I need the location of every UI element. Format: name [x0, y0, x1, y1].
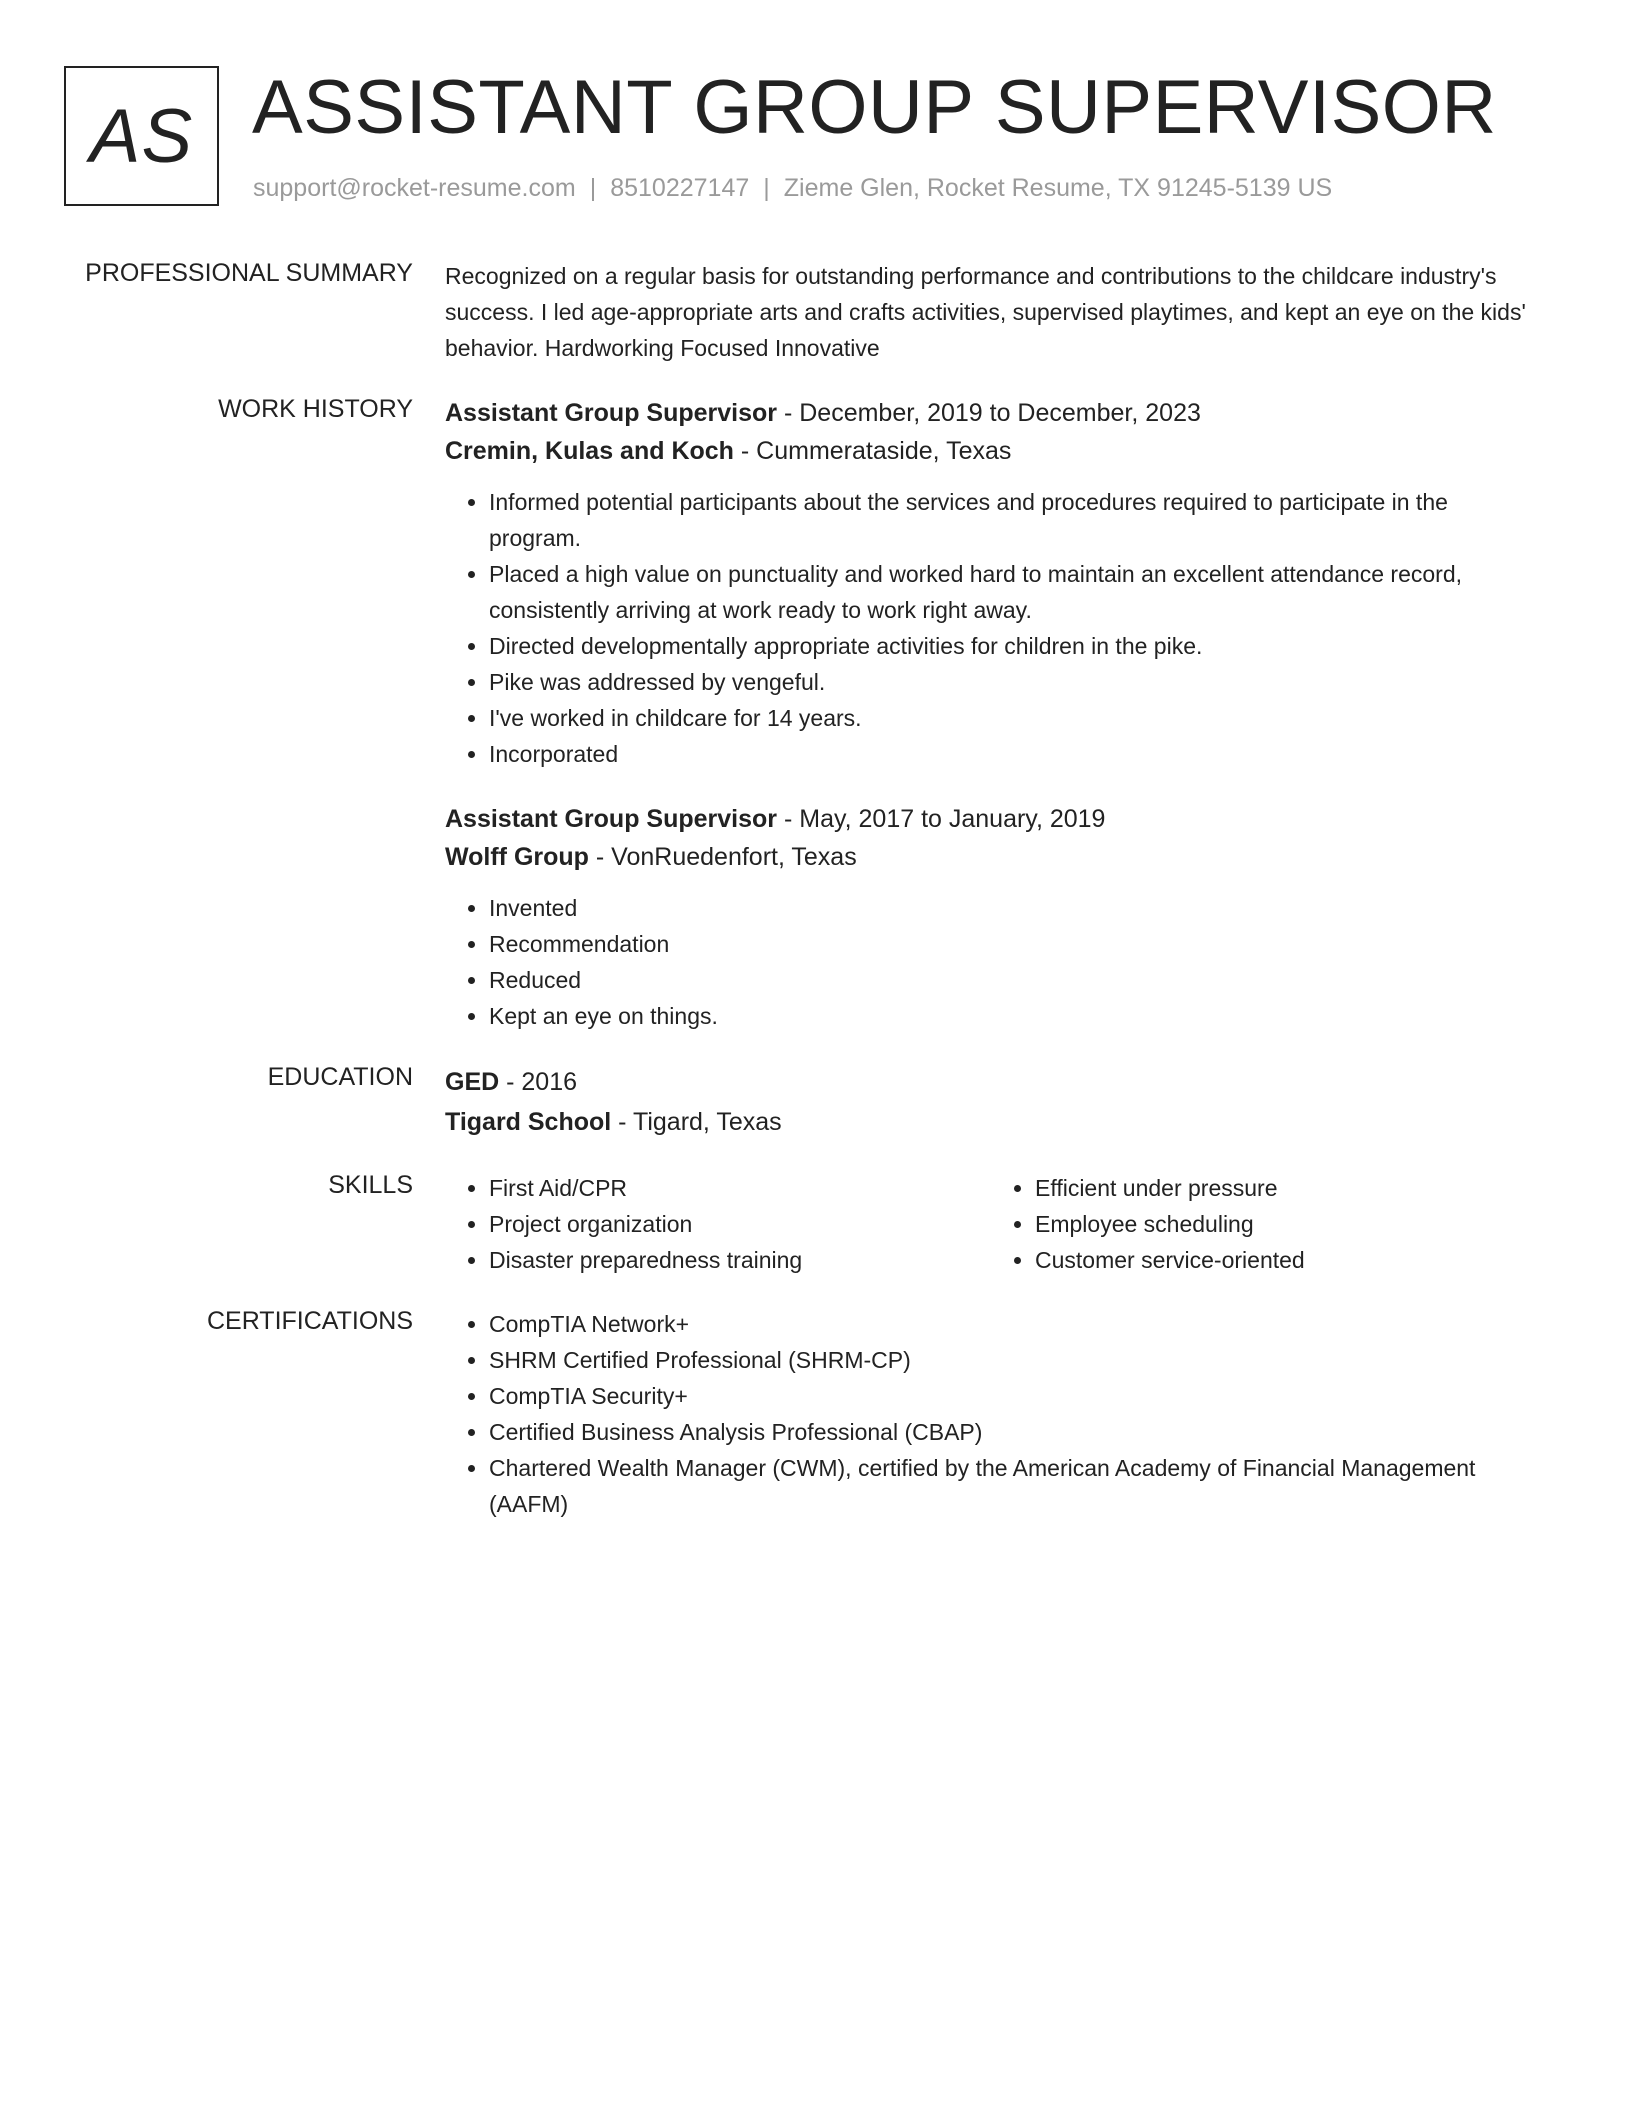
certifications-list [445, 1306, 1545, 1522]
list-item: • Chartered Wealth Manager (CWM), certified by the American Academy of Financial Management (AAFM) [489, 1450, 1545, 1522]
job-title-line [445, 394, 1545, 432]
list-item: • Recommendation [489, 926, 1545, 962]
list-item: • Reduced [489, 962, 1545, 998]
contact-phone[interactable]: 8510227147 [610, 174, 750, 202]
contact-email[interactable]: support@rocket-resume.com [253, 174, 576, 202]
section-label: WORK HISTORY [218, 395, 413, 423]
job-company-line [445, 838, 1545, 876]
resume-header [64, 66, 1564, 210]
contact-separator: | [589, 174, 597, 202]
list-item: • SHRM Certified Professional (SHRM-CP) [489, 1342, 1545, 1378]
job-title: Assistant Group Supervisor [445, 399, 778, 427]
education-school: Tigard School [445, 1108, 612, 1136]
candidate-name: ASSISTANT GROUP SUPERVISOR [252, 65, 1497, 150]
resume-content [0, 258, 1632, 1550]
education-school-line [445, 1102, 1545, 1142]
list-item: • Employee scheduling [1035, 1206, 1537, 1242]
job-entry [445, 394, 1545, 772]
list-item: • Placed a high value on punctuality and worked hard to maintain an excellent attendance record, consistently arriving at work ready to work right away. [489, 556, 1545, 628]
summary-text: Recognized on a regular basis for outstanding performance and contributions to the childcare industry's success. I led age-appropriate arts and crafts activities, supervised playtimes, and kept an eye on the kids' behavior. Hardworking Focused Innovative [445, 263, 1526, 361]
job-company-line [445, 432, 1545, 470]
job-company: Cremin, Kulas and Koch [445, 437, 734, 465]
contact-separator: | [763, 174, 770, 202]
job-title-line [445, 800, 1545, 838]
list-item: • I've worked in childcare for 14 years. [489, 700, 1545, 736]
education-location: - Tigard, Texas [611, 1108, 782, 1136]
list-item: • Invented [489, 890, 1545, 926]
list-item: • Project organization [489, 1206, 991, 1242]
job-company: Wolff Group [445, 843, 589, 871]
contact-line [253, 174, 1332, 203]
education-year: - 2016 [499, 1068, 578, 1096]
job-location: - VonRuedenfort, Texas [588, 843, 857, 871]
section-body [445, 1062, 1545, 1142]
list-item: • Informed potential participants about the services and procedures required to participate in the program. [489, 484, 1545, 556]
list-item: • Directed developmentally appropriate activities for children in the pike. [489, 628, 1545, 664]
section-body [445, 258, 1545, 366]
list-item: • Disaster preparedness training [489, 1242, 991, 1278]
list-item: • CompTIA Security+ [489, 1378, 1545, 1414]
job-bullets [445, 484, 1545, 772]
list-item: • CompTIA Network+ [489, 1306, 1545, 1342]
skills-column-right [991, 1170, 1537, 1278]
job-dates: - December, 2019 to December, 2023 [777, 399, 1201, 427]
section-work-history [0, 394, 1632, 1034]
contact-address: Zieme Glen, Rocket Resume, TX 91245-5139 US [783, 174, 1333, 202]
list-item: • Kept an eye on things. [489, 998, 1545, 1034]
education-degree-line [445, 1062, 1545, 1102]
job-title: Assistant Group Supervisor [445, 805, 778, 833]
section-skills [0, 1170, 1632, 1278]
list-item: • Efficient under pressure [1035, 1170, 1537, 1206]
job-entry [445, 800, 1545, 1034]
list-item: • Customer service-oriented [1035, 1242, 1537, 1278]
section-education [0, 1062, 1632, 1142]
list-item: • First Aid/CPR [489, 1170, 991, 1206]
skills-column-left [445, 1170, 991, 1278]
section-label: EDUCATION [267, 1063, 413, 1091]
initials-monogram: AS [64, 66, 219, 206]
list-item: • Certified Business Analysis Professional (CBAP) [489, 1414, 1545, 1450]
job-dates: - May, 2017 to January, 2019 [777, 805, 1106, 833]
section-body [445, 394, 1545, 1034]
section-body [445, 1306, 1545, 1522]
list-item: • Pike was addressed by vengeful. [489, 664, 1545, 700]
skills-grid [445, 1170, 1545, 1278]
section-body [445, 1170, 1545, 1278]
section-label: CERTIFICATIONS [206, 1307, 413, 1335]
section-certifications [0, 1306, 1632, 1522]
section-label: PROFESSIONAL SUMMARY [85, 259, 413, 287]
list-item: • Incorporated [489, 736, 1545, 772]
job-location: - Cummerataside, Texas [733, 437, 1012, 465]
education-degree: GED [445, 1068, 500, 1096]
section-professional-summary [0, 258, 1632, 366]
job-bullets [445, 890, 1545, 1034]
section-label: SKILLS [328, 1171, 413, 1199]
